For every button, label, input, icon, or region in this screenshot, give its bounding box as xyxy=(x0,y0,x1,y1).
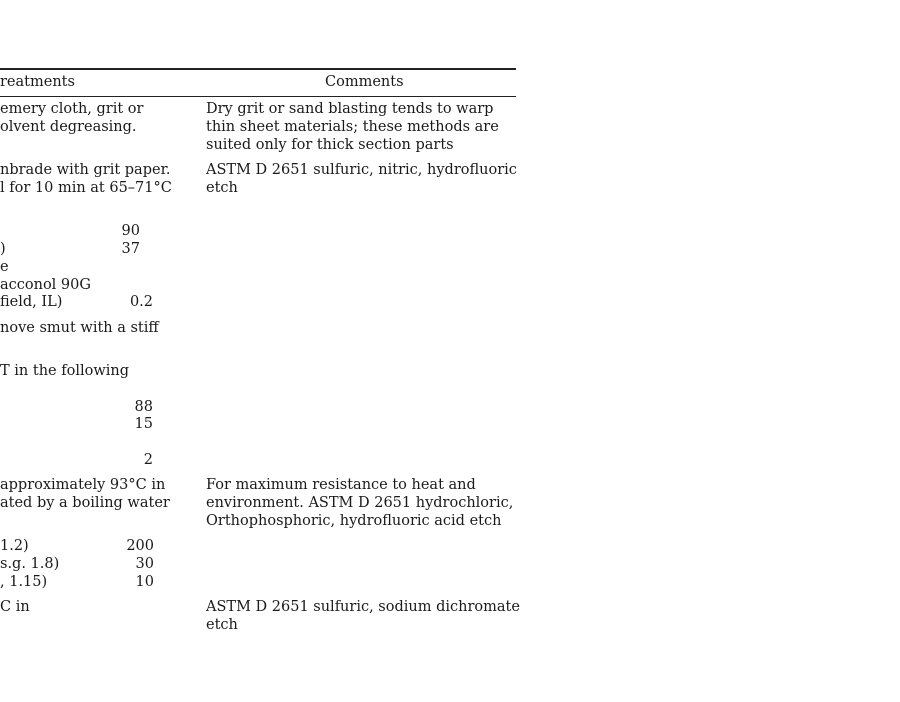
row4-comment-line: Orthophosphoric, hydrofluoric acid etch xyxy=(206,513,502,529)
row1-treatment-line: olvent degreasing. xyxy=(0,119,137,135)
row3-treatment-line: T in the following xyxy=(0,363,129,379)
header-bottom-rule xyxy=(0,96,516,97)
row2-ingredient-label: ) xyxy=(0,241,6,257)
row4-treatment-line: approximately 93°C in xyxy=(0,477,166,493)
row2-ingredient-label: e xyxy=(0,259,9,275)
row4-ingredient-value: 10 xyxy=(135,574,154,590)
row1-comment-line: suited only for thick section parts xyxy=(206,137,454,153)
row2-smut-note: nove smut with a stiff xyxy=(0,320,159,336)
row4-comment-line: environment. ASTM D 2651 hydrochloric, xyxy=(206,495,514,511)
row2-ingredient-value: 37 xyxy=(121,241,140,257)
row2-ingredient-label: acconol 90G xyxy=(0,277,91,293)
row5-treatment-line: C in xyxy=(0,599,30,615)
row2-treatment-line: l for 10 min at 65–71°C xyxy=(0,180,172,196)
row5-comment-line: etch xyxy=(206,617,238,633)
comments-column-header: Comments xyxy=(325,74,404,90)
row2-comment-line: etch xyxy=(206,180,238,196)
row4-comment-line: For maximum resistance to heat and xyxy=(206,477,476,493)
treatments-column-header: reatments xyxy=(0,74,75,90)
row3-ingredient-value: 88 xyxy=(134,399,153,415)
row4-ingredient-value: 200 xyxy=(126,538,154,554)
row4-treatment-line: ated by a boiling water xyxy=(0,495,170,511)
row4-ingredient-label: , 1.15) xyxy=(0,574,48,590)
table-top-rule xyxy=(0,68,516,70)
row2-treatment-line: nbrade with grit paper. xyxy=(0,162,171,178)
row4-ingredient-label: s.g. 1.8) xyxy=(0,556,60,572)
row1-comment-line: Dry grit or sand blasting tends to warp xyxy=(206,101,494,117)
row5-comment-line: ASTM D 2651 sulfuric, sodium dichromate xyxy=(206,599,520,615)
row2-ingredient-value: 0.2 xyxy=(129,294,153,310)
row4-ingredient-value: 30 xyxy=(135,556,154,572)
row3-ingredient-value: 2 xyxy=(143,452,153,468)
row3-ingredient-value: 15 xyxy=(134,416,153,432)
row1-treatment-line: emery cloth, grit or xyxy=(0,101,144,117)
row2-ingredient-label: field, IL) xyxy=(0,294,63,310)
row2-ingredient-value: 90 xyxy=(121,223,140,239)
row2-comment-line: ASTM D 2651 sulfuric, nitric, hydrofluoric xyxy=(206,162,517,178)
row4-ingredient-label: 1.2) xyxy=(0,538,29,554)
row1-comment-line: thin sheet materials; these methods are xyxy=(206,119,499,135)
